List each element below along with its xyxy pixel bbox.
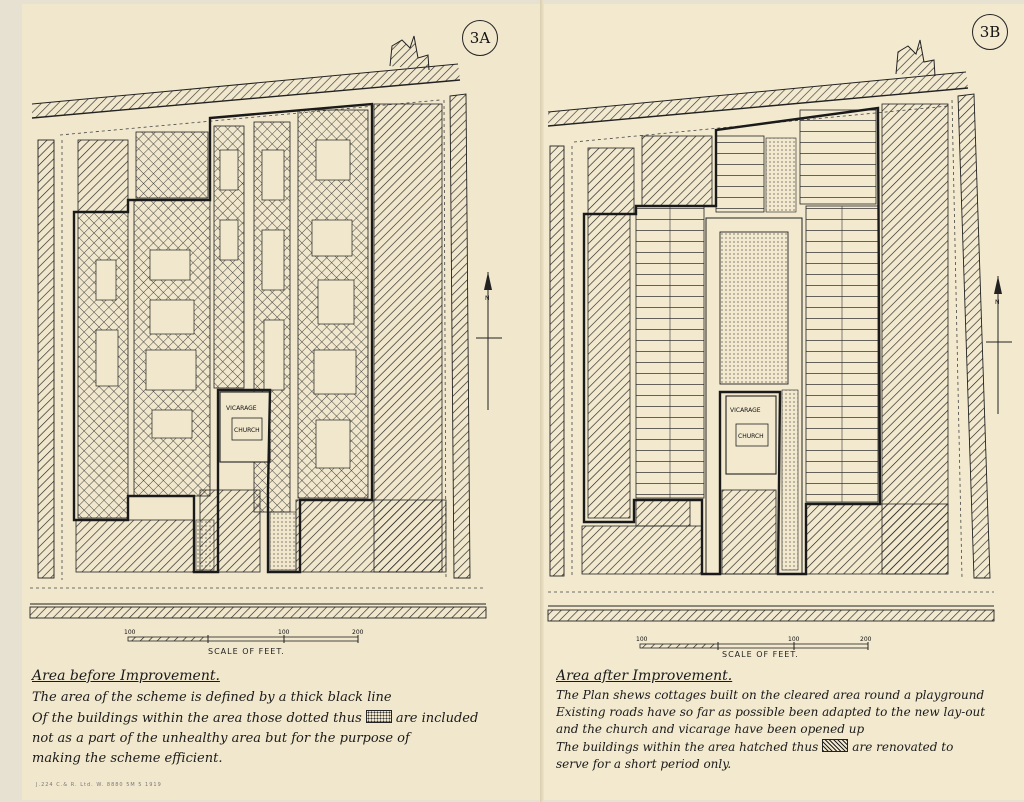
printer-mark: J.224 C.& R. Ltd. W. 8880 5M 5 1919 xyxy=(36,782,162,788)
plan-a-caption-line-3: not as a part of the unhealthy area but for the purpose of xyxy=(32,731,410,746)
plan-b-scale-label: SCALE OF FEET. xyxy=(722,650,799,659)
plan-a-caption-line-4: making the scheme efficient. xyxy=(32,751,223,766)
plan-a-caption-line-2: Of the buildings within the area those dotted thus are included xyxy=(32,711,479,726)
plan-a-north-arrow xyxy=(476,272,502,410)
plan-b-north-arrow xyxy=(986,276,1012,414)
plan-a-vicarage-label: VICARAGE xyxy=(226,405,257,412)
plan-b-badge: 3B xyxy=(972,14,1008,50)
plan-b-caption-title: Area after Improvement. xyxy=(556,668,733,684)
plan-b-caption xyxy=(556,668,1022,771)
plan-a-scale-bar xyxy=(124,629,364,643)
plan-b-caption-line-5: serve for a short period only. xyxy=(556,757,732,771)
plan-b-scale-tick-0: 100 xyxy=(636,636,648,643)
playground xyxy=(720,232,788,384)
plan-a-caption-line-1: The area of the scheme is defined by a thick black line xyxy=(32,690,392,705)
plan-a-scale-tick-1: 100 xyxy=(278,629,290,636)
plan-b-map xyxy=(548,40,1012,650)
plan-b-vicarage-label: VICARAGE xyxy=(730,407,761,414)
plan-b-caption-line-4: The buildings within the area hatched thus are renovated to xyxy=(556,740,954,754)
svg-text:N: N xyxy=(485,295,490,302)
plan-a-map xyxy=(30,36,502,643)
svg-text:N: N xyxy=(995,299,1000,306)
plan-b-church-label: CHURCH xyxy=(738,433,764,440)
plan-a-scale-tick-2: 200 xyxy=(352,629,364,636)
plan-b-scale-tick-2: 200 xyxy=(860,636,872,643)
plan-b-caption-line-3: and the church and vicarage have been opened up xyxy=(556,722,865,736)
plan-b-caption-line-1: The Plan shews cottages built on the cleared area round a playground xyxy=(556,688,985,702)
plan-b-scale-bar xyxy=(636,636,872,650)
plan-b-caption-line-2: Existing roads have so far as possible been adapted to the new lay-out xyxy=(556,705,986,719)
hatched-swatch xyxy=(822,739,848,752)
plan-a-caption xyxy=(32,668,522,766)
plan-a-caption-title: Area before Improvement. xyxy=(32,668,220,684)
plan-a-badge: 3A xyxy=(462,20,498,56)
dotted-swatch xyxy=(366,710,392,723)
plan-a-scale-label: SCALE OF FEET. xyxy=(208,647,285,656)
plan-a-church-label: CHURCH xyxy=(234,427,260,434)
plan-a-scale-tick-0: 100 xyxy=(124,629,136,636)
plan-b-scale-tick-1: 100 xyxy=(788,636,800,643)
